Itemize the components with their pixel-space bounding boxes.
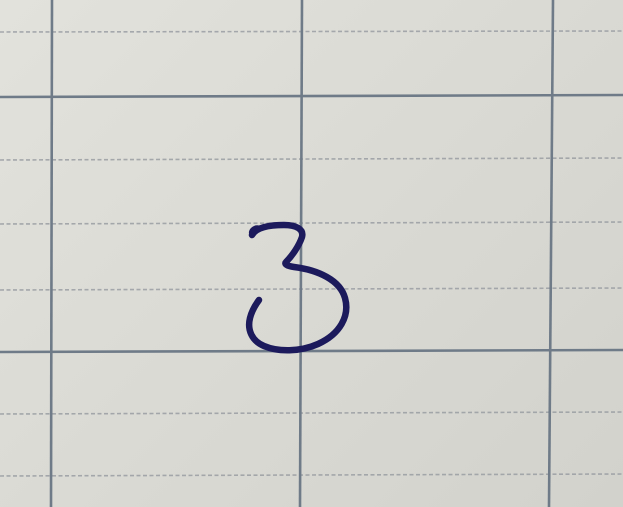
- grid-line-vertical: [549, 0, 553, 507]
- grid-line-vertical: [51, 0, 52, 507]
- dashed-line: [0, 412, 623, 414]
- dashed-line: [0, 31, 623, 32]
- grid-line-horizontal: [0, 350, 623, 352]
- dashed-line: [0, 222, 623, 224]
- digit-stroke: [249, 225, 346, 350]
- vertical-grid-lines: [51, 0, 553, 507]
- dashed-line: [0, 474, 623, 476]
- grid-line-horizontal: [0, 95, 623, 97]
- handwritten-digit: [249, 225, 346, 350]
- dashed-line: [0, 158, 623, 160]
- grid-line-vertical: [300, 0, 302, 507]
- dashed-line: [0, 288, 623, 290]
